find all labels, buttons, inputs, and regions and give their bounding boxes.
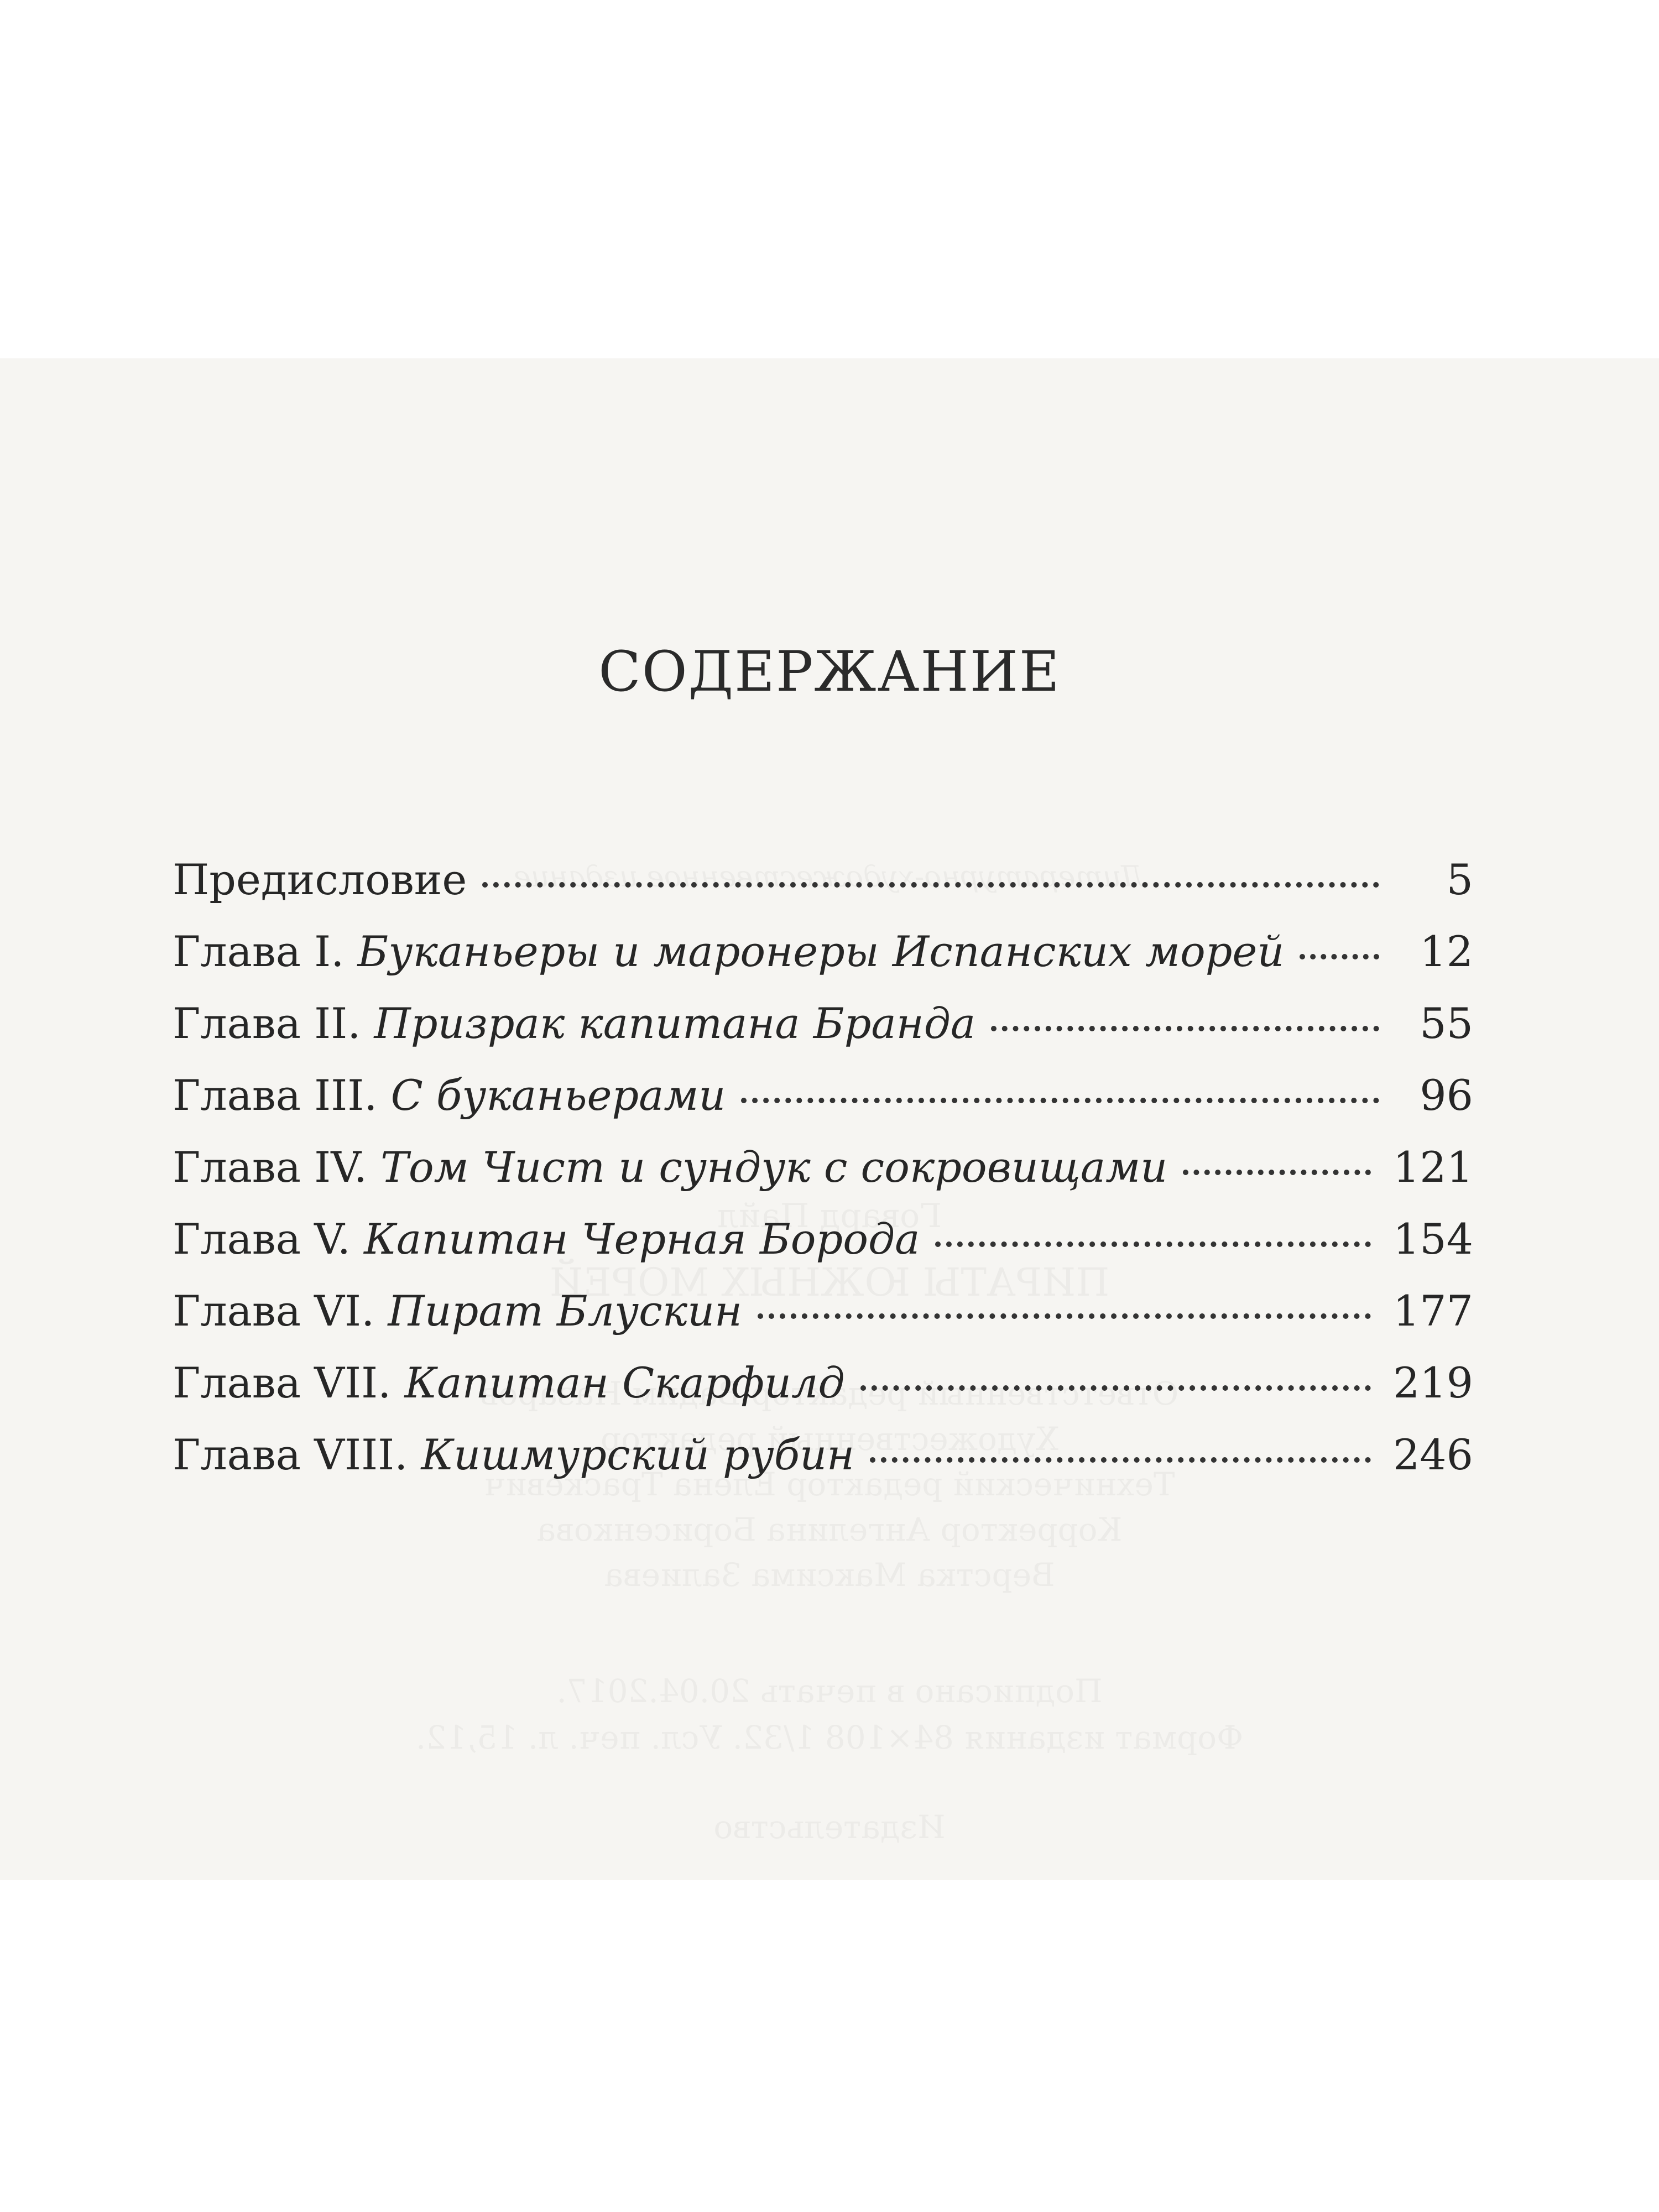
toc-entry-page: 5 bbox=[1446, 855, 1473, 904]
toc-entry-title: Буканьеры и маронеры Испанских морей bbox=[357, 927, 1285, 976]
toc-entry-title: Том Чист и сундук с сокровищами bbox=[380, 1142, 1168, 1192]
toc-entry-chapter-4 bbox=[173, 1142, 1473, 1214]
dot-leader bbox=[482, 882, 1379, 888]
dot-leader bbox=[758, 1313, 1371, 1319]
toc-entry-chapter-2 bbox=[173, 999, 1473, 1071]
toc-entry-label: Глава IV. bbox=[173, 1142, 367, 1192]
toc-entry-title: Капитан Черная Борода bbox=[364, 1214, 920, 1264]
dot-leader bbox=[870, 1457, 1371, 1463]
toc-entry-label: Предисловие bbox=[173, 855, 467, 904]
show-through-line bbox=[0, 1808, 1659, 1846]
toc-list bbox=[173, 855, 1473, 1502]
show-through-line bbox=[0, 1556, 1659, 1594]
toc-heading: СОДЕРЖАНИЕ bbox=[598, 639, 1061, 704]
show-through-line bbox=[0, 1511, 1659, 1548]
toc-entry-title: Призрак капитана Бранда bbox=[374, 999, 976, 1048]
toc-entry-page: 121 bbox=[1392, 1142, 1473, 1192]
show-through-line bbox=[0, 1672, 1659, 1710]
toc-entry-label: Глава VII. bbox=[173, 1358, 392, 1407]
toc-entry-page: 12 bbox=[1420, 927, 1473, 976]
toc-entry-title: Капитан Скарфилд bbox=[404, 1358, 845, 1407]
toc-entry-chapter-1 bbox=[173, 927, 1473, 999]
dot-leader bbox=[741, 1098, 1379, 1103]
toc-entry-page: 177 bbox=[1392, 1286, 1473, 1335]
dot-leader bbox=[860, 1385, 1371, 1391]
toc-entry-title: Кишмурский рубин bbox=[421, 1430, 855, 1479]
toc-entry-page: 96 bbox=[1420, 1071, 1473, 1120]
toc-entry-label: Глава VI. bbox=[173, 1286, 375, 1335]
toc-entry-page: 219 bbox=[1392, 1358, 1473, 1407]
dot-leader bbox=[1183, 1170, 1371, 1175]
toc-entry-preface bbox=[173, 855, 1473, 927]
toc-entry-title: С буканьерами bbox=[390, 1071, 726, 1120]
toc-entry-chapter-3 bbox=[173, 1071, 1473, 1142]
toc-entry-page: 246 bbox=[1392, 1430, 1473, 1479]
dot-leader bbox=[1300, 954, 1379, 959]
toc-entry-label: Глава I. bbox=[173, 927, 345, 976]
dot-leader bbox=[935, 1241, 1370, 1247]
toc-entry-chapter-5 bbox=[173, 1214, 1473, 1286]
toc-entry-chapter-8 bbox=[173, 1430, 1473, 1502]
toc-entry-chapter-6 bbox=[173, 1286, 1473, 1358]
toc-entry-page: 55 bbox=[1420, 999, 1473, 1048]
show-through-line bbox=[0, 1719, 1659, 1756]
toc-entry-label: Глава II. bbox=[173, 999, 361, 1048]
toc-entry-label: Глава VIII. bbox=[173, 1430, 408, 1479]
toc-entry-label: Глава III. bbox=[173, 1071, 378, 1120]
dot-leader bbox=[991, 1026, 1379, 1031]
toc-entry-page: 154 bbox=[1392, 1214, 1473, 1264]
toc-entry-label: Глава V. bbox=[173, 1214, 351, 1264]
toc-entry-title: Пират Блускин bbox=[388, 1286, 743, 1335]
toc-entry-chapter-7 bbox=[173, 1358, 1473, 1430]
